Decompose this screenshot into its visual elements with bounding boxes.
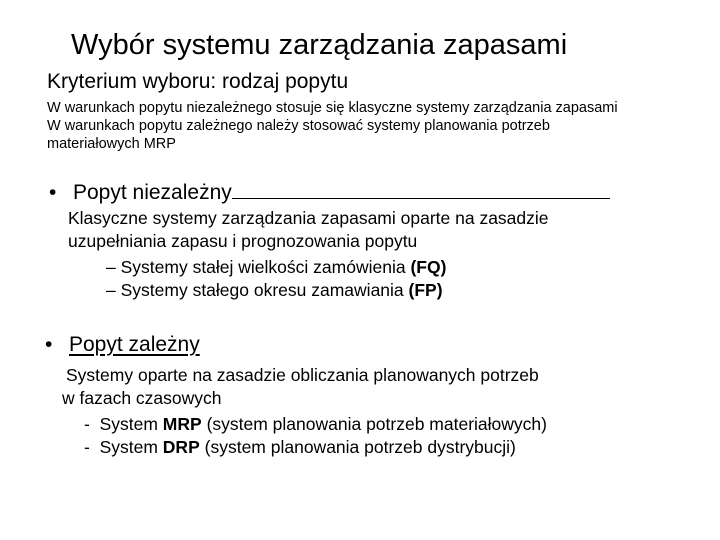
- dash-icon: –: [106, 257, 116, 277]
- item-prefix: System: [99, 437, 158, 457]
- item-text: Systemy stałego okresu zamawiania: [120, 280, 404, 300]
- item-prefix: System: [99, 414, 158, 434]
- independent-demand-heading: Popyt niezależny: [73, 181, 232, 204]
- bullet-icon: •: [45, 333, 53, 356]
- dependent-demand-heading-row: [45, 332, 200, 358]
- dependent-list-item: [84, 413, 547, 436]
- heading-underline: [232, 178, 610, 199]
- description-line: Klasyczne systemy zarządzania zapasami oparte na zasadzie: [68, 208, 549, 228]
- item-text: (system planowania potrzeb dystrybucji): [204, 437, 516, 457]
- item-code: DRP: [162, 437, 200, 457]
- criterion-heading: Kryterium wyboru: rodzaj popytu: [47, 70, 349, 93]
- independent-demand-heading-row: [49, 178, 610, 206]
- independent-list-item: [106, 256, 446, 279]
- intro-text: [47, 99, 618, 153]
- intro-line: W warunkach popytu zależnego należy stosować systemy planowania potrzeb: [47, 118, 550, 134]
- description-line: uzupełniania zapasu i prognozowania popytu: [68, 231, 418, 251]
- dash-icon: –: [106, 280, 116, 300]
- dash-icon: -: [84, 414, 90, 434]
- item-code: MRP: [162, 414, 202, 434]
- intro-line: W warunkach popytu niezależnego stosuje się klasyczne systemy zarządzania zapasami: [47, 100, 618, 116]
- description-line: w fazach czasowych: [62, 388, 222, 408]
- bullet-icon: •: [49, 181, 57, 204]
- item-code: (FQ): [410, 257, 447, 277]
- item-code: (FP): [408, 280, 443, 300]
- slide-title: Wybór systemu zarządzania zapasami: [71, 29, 568, 61]
- independent-list-item: [106, 279, 443, 302]
- dependent-demand-description: [62, 364, 539, 410]
- independent-demand-description: [68, 207, 549, 253]
- dash-icon: -: [84, 437, 90, 457]
- intro-line: materiałowych MRP: [47, 136, 176, 152]
- dependent-demand-heading: Popyt zależny: [69, 333, 200, 356]
- item-text: (system planowania potrzeb materiałowych): [206, 414, 547, 434]
- description-line: Systemy oparte na zasadzie obliczania planowanych potrzeb: [66, 365, 539, 385]
- dependent-list-item: [84, 436, 516, 459]
- item-text: Systemy stałej wielkości zamówienia: [120, 257, 406, 277]
